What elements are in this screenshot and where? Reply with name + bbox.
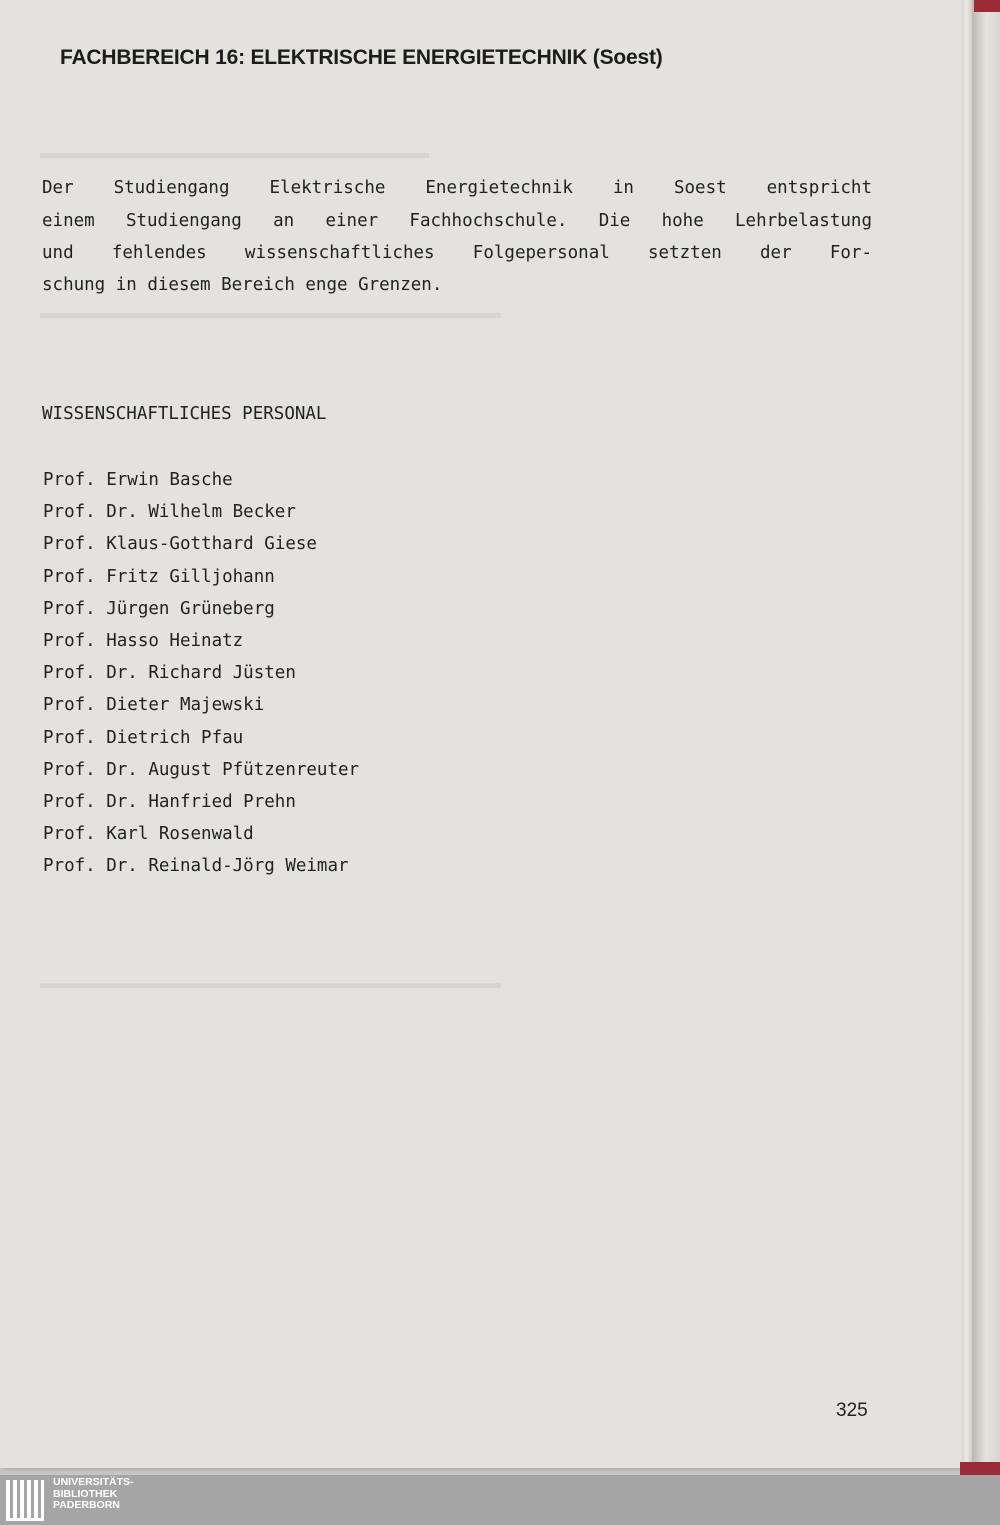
- staff-member: Prof. Dr. Hanfried Prehn: [43, 791, 296, 812]
- staff-member: Prof. Fritz Gilljohann: [43, 566, 275, 587]
- library-logo-icon: [4, 1478, 46, 1522]
- bleed-through-block: ▬▬▬▬▬▬▬▬▬▬▬▬▬▬▬▬▬▬▬▬▬▬▬▬▬▬▬▬▬▬▬▬▬▬▬▬▬▬▬▬▬▬▬▬▬: [40, 975, 501, 995]
- library-name-line: BIBLIOTHEK: [53, 1487, 118, 1500]
- page-heading: FACHBEREICH 16: ELEKTRISCHE ENERGIETECHNIK (Soest): [60, 46, 663, 69]
- intro-line: Der Studiengang Elektrische Energietechnik in Soest entspricht: [42, 178, 872, 198]
- section-heading-personal: WISSENSCHAFTLICHES PERSONAL: [42, 404, 327, 424]
- bleed-through-block: ▬▬▬▬▬▬▬▬▬▬▬▬▬▬▬▬▬▬▬▬▬▬▬▬▬▬▬▬▬▬▬▬▬▬▬▬▬▬: [40, 145, 429, 165]
- staff-member: Prof. Dietrich Pfau: [43, 727, 244, 748]
- staff-member: Prof. Hasso Heinatz: [43, 630, 244, 651]
- staff-member: Prof. Dr. August Pfützenreuter: [43, 759, 360, 780]
- staff-member: Prof. Klaus-Gotthard Giese: [43, 534, 317, 555]
- cover-binding-bottom: [960, 1462, 1000, 1475]
- staff-member: Prof. Dr. Wilhelm Becker: [43, 502, 296, 523]
- page-number: 325: [836, 1400, 868, 1421]
- staff-member: Prof. Jürgen Grüneberg: [43, 598, 275, 619]
- library-name-line: PADERBORN: [53, 1499, 120, 1511]
- library-name: [53, 1477, 134, 1512]
- staff-member: Prof. Dr. Richard Jüsten: [43, 663, 296, 684]
- staff-member: Prof. Dieter Majewski: [43, 695, 265, 716]
- book-cover-edge: [972, 0, 1000, 1475]
- cover-binding-top: [974, 0, 1000, 12]
- staff-list: [43, 467, 359, 885]
- intro-line: einem Studiengang an einer Fachhochschule. Die hohe Lehrbelastung: [42, 211, 872, 231]
- library-footer: [0, 1475, 1000, 1525]
- staff-member: Prof. Karl Rosenwald: [43, 824, 254, 845]
- intro-line: schung in diesem Bereich enge Grenzen.: [42, 275, 443, 295]
- staff-member: Prof. Dr. Reinald-Jörg Weimar: [43, 856, 349, 877]
- bleed-through-block: ▬▬▬▬▬▬▬▬▬▬▬▬▬▬▬▬▬▬▬▬▬▬▬▬▬▬▬▬▬▬▬▬▬▬▬▬▬▬▬▬▬▬▬▬▬: [40, 305, 501, 325]
- intro-line: und fehlendes wissenschaftliches Folgepersonal setzten der For-: [42, 243, 872, 263]
- library-name-line: UNIVERSITÄTS-: [53, 1476, 134, 1488]
- staff-member: Prof. Erwin Basche: [43, 470, 233, 490]
- page-edge: [962, 0, 972, 1475]
